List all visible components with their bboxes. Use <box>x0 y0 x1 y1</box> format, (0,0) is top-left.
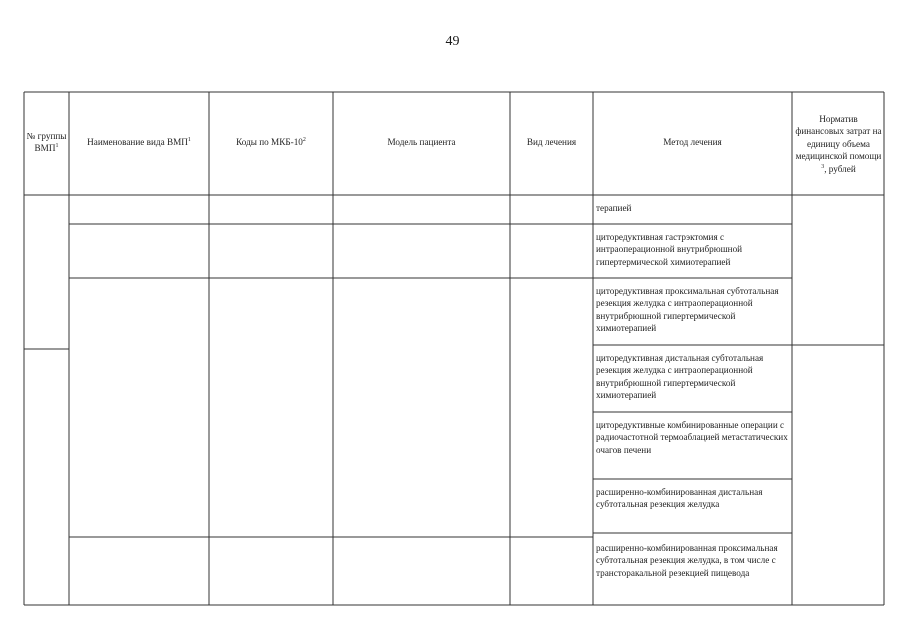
header-cost-standard-footnote: 3 <box>821 163 825 170</box>
header-treatment-type: Вид лечения <box>526 136 577 147</box>
method-cell: расширенно-комбинированная проксимальная субтотальная резекция желудка, в том числе с трансторакальной резекцией пищевода <box>596 543 778 578</box>
header-group-number-footnote: 1 <box>55 143 59 149</box>
header-cost-standard-unit: , рублей <box>824 163 856 174</box>
header-vmp-name <box>70 132 208 152</box>
header-icd-codes-label: Коды по МКБ-10 <box>236 136 303 147</box>
method-cell: циторедуктивные комбинированные операции с радиочастотной термоаблацией метастатических очагов печени <box>596 420 788 455</box>
method-cell: циторедуктивная дистальная субтотальная резекция желудка с интраоперационной внутрибрюшной гипертермической химиотерапией <box>596 353 764 401</box>
method-cell: терапией <box>596 203 632 213</box>
header-vmp-name-footnote: 1 <box>187 136 191 143</box>
header-cost-standard <box>795 96 882 192</box>
header-group-number <box>25 120 68 164</box>
header-vmp-name-label: Наименование вида ВМП <box>87 136 188 147</box>
header-patient-model: Модель пациента <box>387 136 456 147</box>
header-treatment-method: Метод лечения <box>663 136 722 147</box>
method-cell: расширенно-комбинированная дистальная субтотальная резекция желудка <box>596 487 763 510</box>
method-cell: циторедуктивная гастрэктомия с интраоперационной внутрибрюшной гипертермической химиотерапией <box>596 232 743 267</box>
header-cost-standard-label: Норматив финансовых затрат на единицу объема медицинской помощи <box>795 113 882 162</box>
header-icd-codes <box>210 132 332 152</box>
header-group-number-label: № группы ВМП <box>26 130 67 153</box>
page-number: 49 <box>445 34 460 49</box>
method-cell: циторедуктивная проксимальная субтотальная резекция желудка с интраоперационной внутрибрюшной гипертермической химиотерапией <box>596 286 779 334</box>
header-icd-codes-footnote: 2 <box>302 136 306 143</box>
